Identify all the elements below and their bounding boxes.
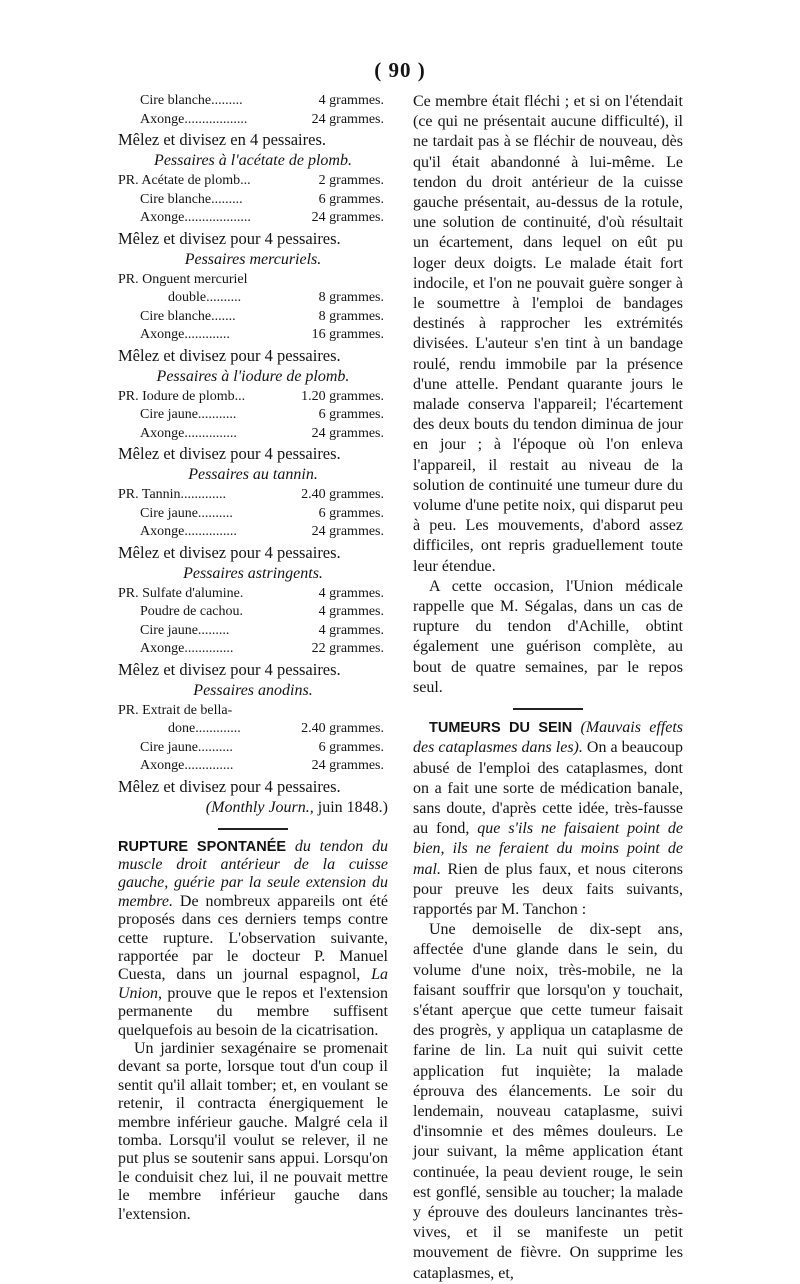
recipe-line: Axonge.............. 24 grammes. — [140, 758, 384, 773]
recipe-line: PR. Acétate de plomb... 2 grammes. — [118, 173, 384, 188]
article-intro: TUMEURS DU SEIN (Mauvais effets des cataplasmes dans les). On a beaucoup abusé de l'emploi des cataplasmes, dont on a fait une sorte de médication banale, sans doute, d'après cette idée, très-fausse au fond, que s'ils ne faisaient point de bien, ils ne feraient du moins point de mal. Rien de plus faux, et nous citerons pour preuve les deux faits suivants, rapportés par M. Tanchon : — [413, 719, 683, 918]
paragraph: Un jardinier sexagénaire se promenait devant sa porte, lorsque tout d'un coup il sentit qu'il allait tomber; et, en voulant se retenir, il contracta énergiquement le membre inférieur gauche. Malgré cela il tomba. Lorsqu'il voulut se relever, il ne put plus se soutenir sans appui. Lorsqu'on le conduisit chez lui, il ne pouvait mettre le membre inférieur gauche dans l'extension. — [118, 1039, 388, 1223]
recipe-line: Axonge............. 16 grammes. — [140, 327, 384, 342]
article-heading: TUMEURS DU SEIN — [429, 720, 573, 737]
recipe-line: Axonge................... 24 grammes. — [140, 210, 384, 225]
recipe-line: Cire jaune........... 6 grammes. — [140, 407, 384, 422]
recipe-line: Poudre de cachou. 4 grammes. — [140, 604, 384, 619]
recipe-title: Pessaires mercuriels. — [184, 250, 322, 268]
recipe-line: Cire blanche....... 8 grammes. — [140, 308, 384, 324]
instruction: Mêlez et divisez pour 4 pessaires. — [118, 444, 341, 463]
instruction: Mêlez et divisez pour 4 pessaires. — [118, 345, 341, 365]
recipe-line: Cire blanche......... 6 grammes. — [140, 191, 384, 207]
paragraph: A cette occasion, l'Union médicale rappelle que M. Ségalas, dans un cas de rupture du tendon d'Achille, obtint également une guérison complète, au bout de quatre semaines, par le repos seul. — [413, 577, 683, 696]
recipe-line: Axonge.................. 24 grammes. — [140, 111, 384, 127]
recipe-line: Cire blanche......... 4 grammes. — [140, 93, 384, 108]
recipe-title: Pessaires au tannin. — [188, 466, 318, 483]
recipe-line: Cire jaune.......... 6 grammes. — [140, 505, 384, 521]
citation: (Monthly Journ., juin 1848.) — [205, 798, 388, 816]
page-number: ( 90 ) — [374, 58, 426, 82]
instruction: Mêlez et divisez pour 4 pessaires. — [118, 659, 341, 679]
recipe-line: double.......... 8 grammes. — [168, 290, 384, 305]
recipe-line: Cire jaune......... 4 grammes. — [140, 622, 384, 638]
article-heading: RUPTURE SPONTANÉE — [118, 838, 287, 855]
recipe-title: Pessaires anodins. — [193, 681, 313, 699]
recipe-line: Cire jaune.......... 6 grammes. — [140, 739, 384, 755]
recipe-line: done............. 2.40 grammes. — [168, 721, 384, 736]
recipe-title: Pessaires à l'acétate de plomb. — [154, 152, 352, 169]
instruction: Mêlez et divisez en 4 pessaires. — [118, 130, 327, 149]
recipe-line: PR. Tannin............. 2.40 grammes. — [118, 487, 384, 502]
instruction: Mêlez et divisez pour 4 pessaires. — [118, 542, 341, 562]
recipe-title: Pessaires à l'iodure de plomb. — [156, 367, 350, 385]
instruction: Mêlez et divisez pour 4 pessaires. — [118, 776, 341, 796]
paragraph: Ce membre était fléchi ; et si on l'étendait (ce qui ne présentait aucune difficulté), il ne tardait pas à se fléchir de nouveau, dès qu'il était abandonné à lui-même. Le tendon du droit antérieur de la cuisse gauche présentait, au-dessus de la rotule, une solution de continuité, d'où résultait un écartement, dans lequel on eût pu loger deux doigts. Le malade était fort indocile, et l'on ne pouvait guère songer à le soumettre à l'emploi de bandages destinés à rapprocher les extrémités divisées. L'auteur s'en tint à un bandage roulé, rendu immobile par la présence d'une attelle. Pendant quarante jours le malade conserva l'appareil; l'écartement des deux bouts du tendon diminua de jour en jour ; à l'époque où l'on enleva l'appareil, il restait au niveau de la solution de continuité une tumeur dure du volume d'une petite noix, qui disparut peu à peu. Les mouvements, d'abord assez difficiles, ont repris graduellement toute leur étendue. — [413, 93, 683, 575]
article-intro: RUPTURE SPONTANÉE du tendon du muscle droit antérieur de la cuisse gauche, guérie par la seule extension du membre. De nombreux appareils ont été proposés dans ces derniers temps contre cette rupture. L'observation suivante, rapportée par le docteur P. Manuel Cuesta, dans un journal espagnol, La Union, prouve que le repos et l'extension permanente du membre suffisent quelquefois au besoin de la cicatrisation. — [118, 837, 389, 1039]
recipe-title: Pessaires astringents. — [183, 564, 323, 582]
recipe-line: PR. Onguent mercuriel — [118, 271, 248, 287]
recipe-line: Axonge.............. 22 grammes. — [140, 641, 384, 656]
divider — [513, 708, 583, 710]
paragraph: Une demoiselle de dix-sept ans, affectée d'une glande dans le sein, du volume d'une noix, très-mobile, ne la faisant souffrir que lorsqu'on y touchait, s'étant aperçue que cette tumeur faisait des progrès, y appliqua un cataplasme de farine de lin. La nuit qui suivit cette application fut inquiète; la malade éprouva des élancements. Le soir du lendemain, nouveau cataplasme, suivi d'insomnie et des mêmes douleurs. Le jour suivant, la même application étant continuée, la peau devient rouge, le sein est gonflé, sensible au toucher; la malade y éprouve des douleurs lancinantes très-vives, et il se manifeste un petit mouvement de fièvre. On supprime les cataplasmes, et, — [413, 921, 683, 1282]
recipe-line: Axonge............... 24 grammes. — [140, 425, 384, 441]
recipe-line: PR. Extrait de bella- — [118, 702, 233, 718]
recipe-line: PR. Iodure de plomb... 1.20 grammes. — [118, 388, 384, 404]
recipe-line: Axonge............... 24 grammes. — [140, 524, 384, 539]
left-column — [118, 92, 388, 1224]
right-column — [413, 92, 683, 1284]
recipe-line: PR. Sulfate d'alumine. 4 grammes. — [118, 585, 384, 601]
divider — [218, 828, 288, 830]
instruction: Mêlez et divisez pour 4 pessaires. — [118, 228, 341, 248]
